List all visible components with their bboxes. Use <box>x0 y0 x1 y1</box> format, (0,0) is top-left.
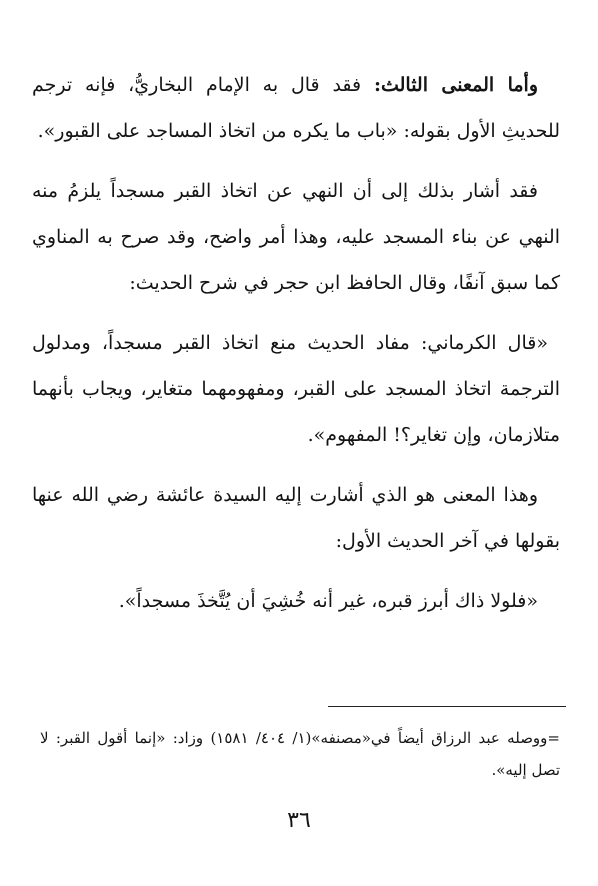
main-text <box>32 62 560 638</box>
paragraph-1-text: فقد قال به الإمام البخاريُّ، فإنه ترجم للحديثِ الأول بقوله: «باب ما يكره من اتخاذ المساجد على القبور». <box>32 74 560 142</box>
paragraph-4: وهذا المعنى هو الذي أشارت إليه السيدة عائشة رضي الله عنها بقولها في آخر الحديث الأول: <box>32 484 560 552</box>
paragraph-3-quote: «قال الكرماني: مفاد الحديث منع اتخاذ القبر مسجداً، ومدلول الترجمة اتخاذ المسجد على القبر، ومفهومهما متغاير، ويجاب بأنهما متلازمان، وإن تغاير؟! المفهوم». <box>32 332 560 446</box>
paragraph-1-lead: وأما المعنى الثالث: <box>373 74 538 96</box>
page-number: ٣٦ <box>287 808 311 833</box>
paragraph-1 <box>32 62 560 154</box>
paragraph-2: فقد أشار بذلك إلى أن النهي عن اتخاذ القبر مسجداً يلزمُ منه النهي عن بناء المسجد عليه، وهذا أمر واضح، وقد صرح به المناوي كما سبق آنفًا، وقال الحافظ ابن حجر في شرح الحديث: <box>32 180 560 294</box>
footnote-divider <box>328 706 566 707</box>
paragraph-5-quote: «فلولا ذاك أبرز قبره، غير أنه خُشِيَ أن يُتَّخذَ مسجداً». <box>118 590 538 612</box>
footnote: =ووصله عبد الرزاق أيضاً في«مصنفه»(١/ ٤٠٤/ ١٥٨١) وزاد: «إنما أقول القبر: لا تصل إليه». <box>40 729 560 779</box>
